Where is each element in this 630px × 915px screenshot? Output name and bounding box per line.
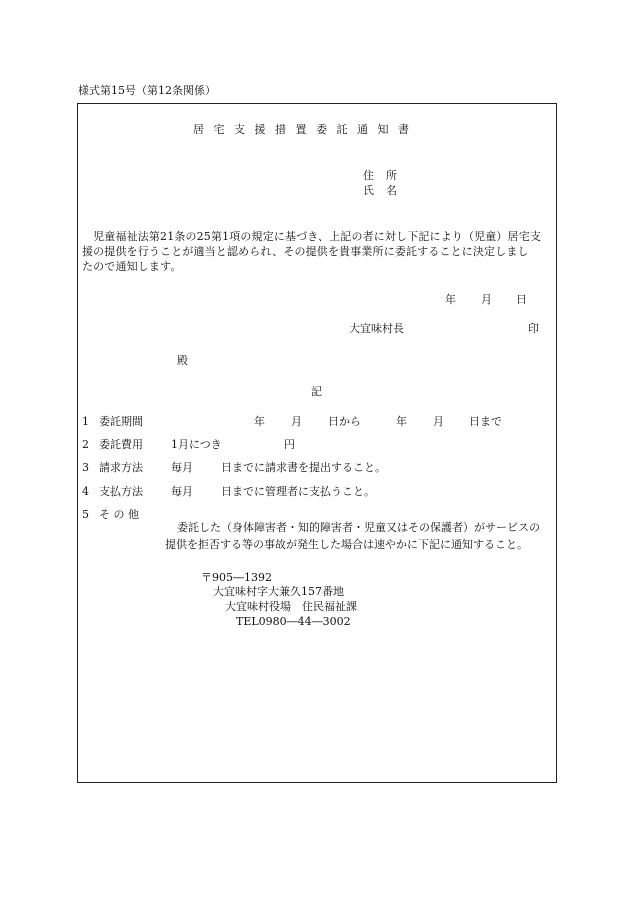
item-number: 3 xyxy=(82,461,89,474)
other-text-line: 委託した（身体障害者・知的障害者・児童又はその保護者）がサービスの xyxy=(177,521,540,534)
document-frame xyxy=(77,103,557,783)
contact-address: 大宜味村字大兼久157番地 xyxy=(213,585,344,598)
item-number: 2 xyxy=(82,438,89,451)
billing-instruction: 日までに請求書を提出すること。 xyxy=(221,461,386,474)
item-label-other: そ の 他 xyxy=(99,508,139,521)
date-year-label: 年 xyxy=(445,293,456,306)
recipient-name-label: 氏名 xyxy=(363,184,409,197)
recipient-address-label: 住所 xyxy=(363,169,409,182)
ki-heading: 記 xyxy=(311,385,322,398)
period-start-month-label: 月 xyxy=(291,415,302,428)
item-label-payment: 支払方法 xyxy=(99,485,143,498)
item-label-period: 委託期間 xyxy=(99,415,143,428)
form-number: 様式第15号（第12条関係） xyxy=(78,84,216,97)
item-label-cost: 委託費用 xyxy=(99,438,143,451)
item-number: 4 xyxy=(82,485,89,498)
other-text-line: 提供を拒否する等の事故が発生した場合は速やかに下記に通知すること。 xyxy=(165,538,528,551)
body-text-line: 児童福祉法第21条の25第1項の規定に基づき、上記の者に対し下記により（児童）居宅支 xyxy=(82,230,541,243)
date-day-label: 日 xyxy=(516,293,527,306)
period-start-day-label: 日から xyxy=(328,415,361,428)
addressee-honorific: 殿 xyxy=(177,354,188,367)
body-text-line: たので通知します。 xyxy=(82,260,182,273)
issuer-title: 大宜味村長 xyxy=(349,322,404,335)
contact-phone: TEL0980―44―3002 xyxy=(236,615,351,628)
period-start-year-label: 年 xyxy=(254,415,265,428)
period-end-month-label: 月 xyxy=(433,415,444,428)
body-text-line: 援の提供を行うことが適当と認められ、その提供を貴事業所に委託することに決定しまし xyxy=(82,245,529,258)
cost-per-month-label: 1月につき xyxy=(171,438,222,451)
period-end-year-label: 年 xyxy=(396,415,407,428)
item-label-billing: 請求方法 xyxy=(99,461,143,474)
seal-mark: 印 xyxy=(528,322,539,335)
document-title: 居宅支援措置委託通知書 xyxy=(193,123,419,136)
item-number: 5 xyxy=(82,508,89,521)
date-month-label: 月 xyxy=(481,293,492,306)
contact-postal-code: 〒905―1392 xyxy=(201,571,272,584)
contact-office: 大宜味村役場 住民福祉課 xyxy=(225,600,357,613)
payment-instruction: 日までに管理者に支払うこと。 xyxy=(221,485,375,498)
cost-yen-label: 円 xyxy=(284,438,295,451)
period-end-day-label: 日まで xyxy=(469,415,502,428)
payment-monthly-label: 毎月 xyxy=(171,485,193,498)
billing-monthly-label: 毎月 xyxy=(171,461,193,474)
item-number: 1 xyxy=(82,415,89,428)
